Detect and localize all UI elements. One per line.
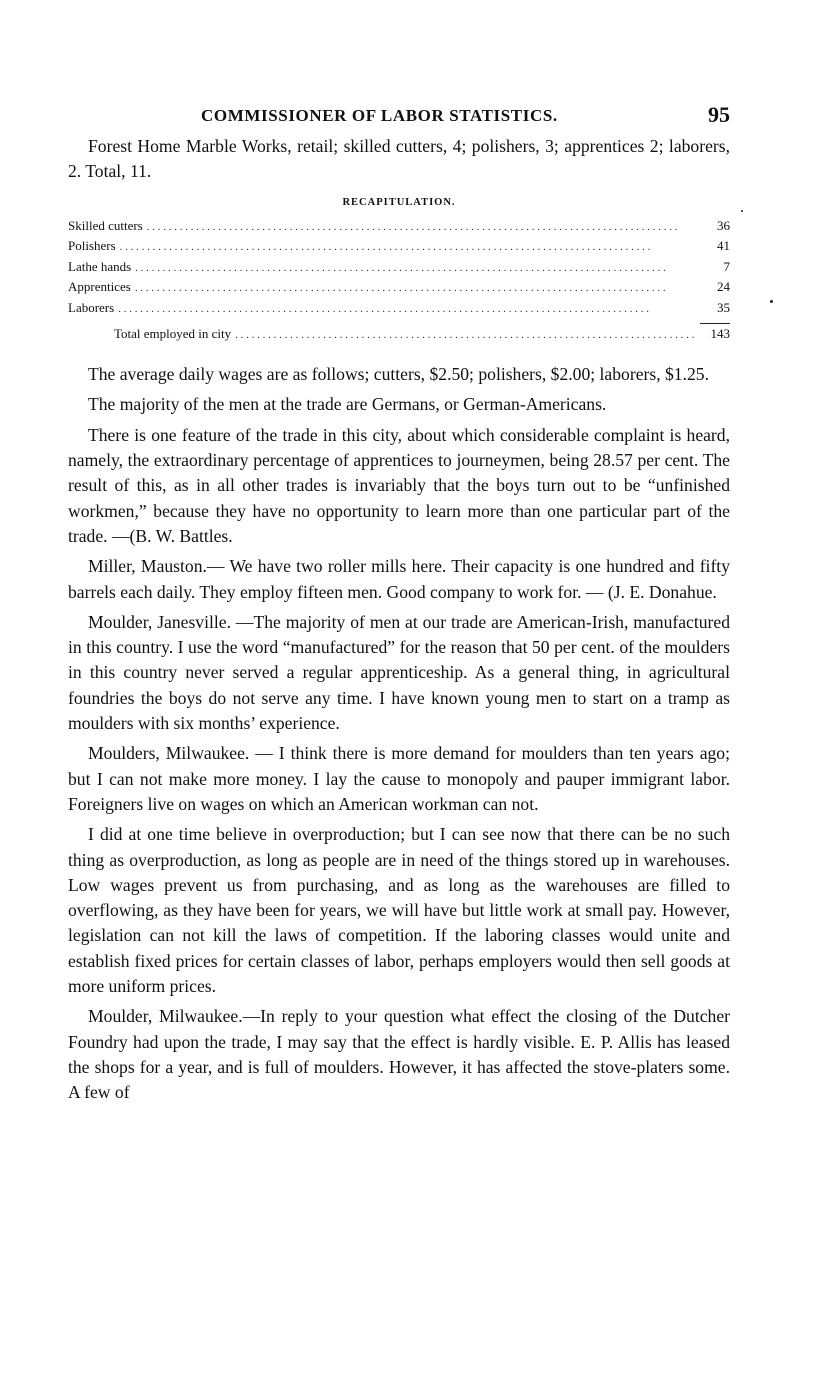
page-number: 95 (708, 102, 730, 127)
recap-total-value: 143 (710, 325, 730, 341)
running-title: COMMISSIONER OF LABOR STATISTICS. (201, 106, 558, 125)
body-paragraph: Moulders, Milwaukee. — I think there is more demand for moulders than ten years ago; but I can not make more money. I lay the cause to monopoly and pauper immigrant labor. Foreigners live on wages on which an American workman can not. (68, 743, 730, 814)
recap-total-row (68, 324, 730, 345)
document-page (68, 100, 730, 1105)
recap-row (68, 236, 730, 257)
recap-label: Laborers (68, 299, 115, 315)
recap-row (68, 277, 730, 298)
body-paragraph: The average daily wages are as follows; cutters, $2.50; polishers, $2.00; laborers, $1.25. (88, 364, 709, 385)
leader-dots (118, 299, 696, 320)
recap-label: Lathe hands (68, 258, 132, 274)
recap-label: Skilled cutters (68, 217, 143, 233)
leader-dots (147, 217, 696, 238)
recap-value: 36 (717, 217, 730, 233)
body-paragraph: The majority of the men at the trade are Germans, or German-Americans. (88, 394, 607, 415)
recap-row (68, 216, 730, 237)
running-head (68, 100, 730, 134)
recap-total-label: Total employed in city (114, 325, 232, 341)
leader-dots (235, 325, 696, 346)
body-paragraph: Miller, Mauston.— We have two roller mills here. Their capacity is one hundred and fifty barrels each daily. They employ fifteen men. Good company to work for. — (J. E. Donahue. (68, 556, 730, 602)
recap-label: Apprentices (68, 279, 131, 295)
recap-label: Polishers (68, 238, 116, 254)
intro-paragraph: Forest Home Marble Works, retail; skilled cutters, 4; polishers, 3; apprentices 2; laborers, 2. Total, 11. (68, 136, 730, 182)
leader-dots (120, 237, 696, 258)
leader-dots (135, 278, 696, 299)
body-paragraph: Moulder, Janesville. —The majority of men at our trade are American-Irish, manufactured in this country. I use the word “manufactured” for the reason that 50 per cent. of the moulders in this country never served a regular apprenticeship. As a general thing, in agricultural foundries the boys do not serve any time. I have known young men to start on a tramp as moulders with six months’ experience. (68, 611, 730, 734)
body-paragraph: Moulder, Milwaukee.—In reply to your question what effect the closing of the Dutcher Foundry had upon the trade, I may say that the effect is hardly visible. E. P. Allis has leased the shops for a year, and is full of moulders. However, it has affected the stove-platers some. A few of (68, 1006, 730, 1103)
body-paragraph: I did at one time believe in overproduction; but I can see now that there can be no such thing as overproduction, as long as people are in need of the things stored up in warehouses. Low wages prevent us from purchasing, and as long as the warehouses are filled to overflowing, as they have been for years, we will have but little work at small pay. However, legislation can not kill the laws of competition. If the laboring classes would unite and establish fixed prices for certain classes of labor, perhaps employers would then sell goods at more uniform prices. (68, 824, 730, 996)
recap-row (68, 257, 730, 278)
recap-row (68, 298, 730, 319)
recap-value: 7 (723, 258, 730, 274)
scan-speck (741, 210, 743, 212)
recap-value: 41 (717, 238, 730, 254)
recap-table (68, 216, 730, 345)
leader-dots (135, 258, 696, 279)
scan-speck (770, 300, 773, 303)
body-paragraph: There is one feature of the trade in this city, about which considerable complaint is heard, namely, the extraordinary percentage of apprentices to journeymen, being 28.57 per cent. The result of this, as in all other trades is invariably that the boys turn out to be “unfinished workmen,” because they have no opportunity to learn more than one particular part of the trade. —(B. W. Battles. (68, 424, 730, 546)
recap-title: RECAPITULATION. (342, 196, 456, 208)
recap-value: 35 (717, 299, 730, 315)
recap-value: 24 (717, 279, 730, 295)
